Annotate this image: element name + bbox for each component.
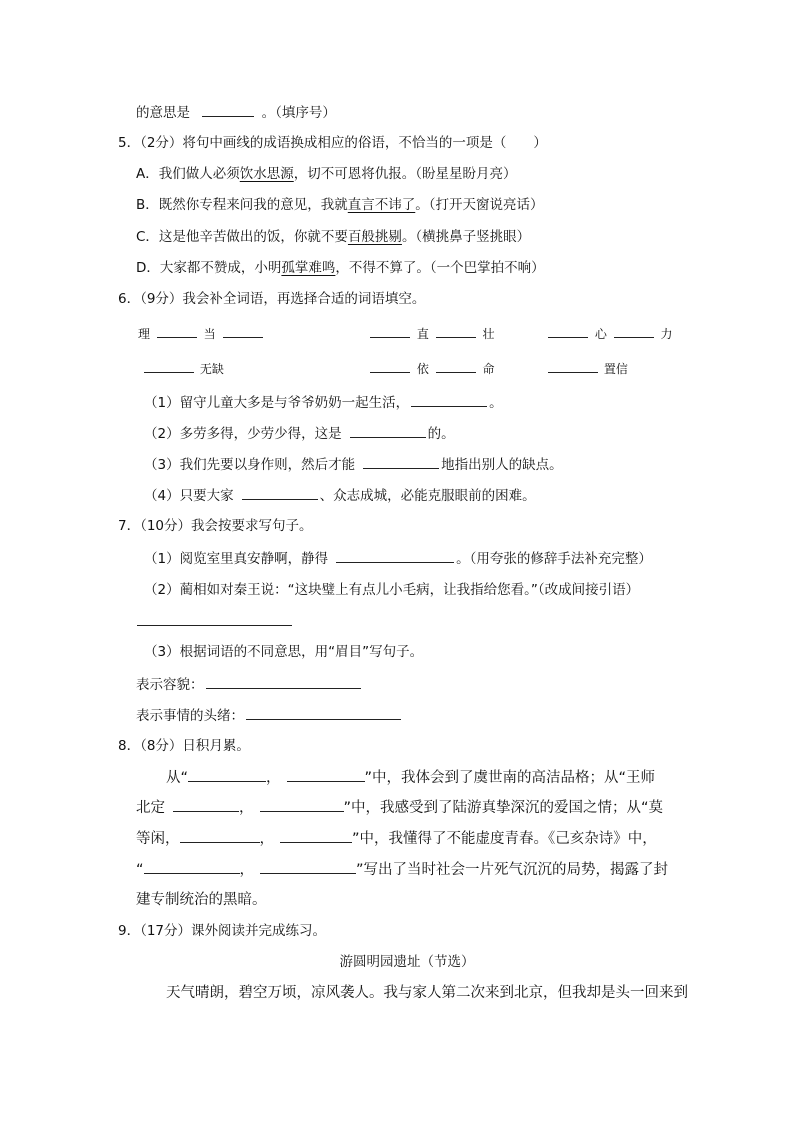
q6-i1-post: 。 bbox=[489, 395, 503, 411]
q6-word-3 bbox=[548, 323, 673, 344]
q9-passage-title: 游圆明园遗址（节选） bbox=[339, 954, 475, 970]
q6-w2-char2: 壮 bbox=[482, 327, 495, 341]
q5-b-idiom: 直言不讳了 bbox=[347, 197, 416, 213]
q9-stem: 9．（17分）课外阅读并完成练习。 bbox=[118, 923, 327, 939]
q6-i3-pre: （3）我们先要以身作则，然后才能 bbox=[144, 457, 356, 473]
q6-item-1 bbox=[144, 392, 503, 413]
q6-w4-blank[interactable] bbox=[144, 358, 194, 373]
q5-c-post: 。（横挑鼻子竖挑眼） bbox=[401, 229, 531, 245]
q6-w4-chars: 无缺 bbox=[199, 362, 224, 376]
q7-appearance-label: 表示容貌： bbox=[136, 677, 204, 693]
q7-stem: 7．（10分）我会按要求写句子。 bbox=[118, 518, 313, 534]
q4-answer-line bbox=[136, 102, 336, 123]
q5-option-d[interactable] bbox=[136, 258, 545, 278]
q6-i4-pre: （4）只要大家 bbox=[144, 488, 234, 504]
q4-suffix: 。（填序号） bbox=[261, 105, 336, 121]
q5-d-pre: D．大家都不赞成，小明 bbox=[136, 260, 282, 276]
q8-blank-1[interactable] bbox=[188, 767, 266, 782]
q6-w3-char1: 心 bbox=[594, 327, 607, 341]
q8-stem: 8．（8分）日积月累。 bbox=[118, 738, 250, 754]
q6-i4-post: 、众志成城，必能克服眼前的困难。 bbox=[319, 488, 536, 504]
q7-item-2: （2）蔺相如对秦王说：“这块璧上有点儿小毛病，让我指给您看。”（改成间接引语） bbox=[144, 582, 640, 598]
q7-appearance-blank[interactable] bbox=[206, 674, 361, 689]
q8-l2-b: ， bbox=[239, 800, 254, 816]
q7-clue-blank[interactable] bbox=[246, 705, 401, 720]
q5-stem: 5．（2分）将句中画线的成语换成相应的俗语，不恰当的一项是（ ） bbox=[118, 135, 547, 151]
q7-i1-blank[interactable] bbox=[336, 548, 454, 563]
q7-item-1 bbox=[144, 548, 652, 569]
q6-w1-blank2[interactable] bbox=[223, 323, 263, 338]
q4-prefix: 的意思是 bbox=[136, 105, 190, 121]
q6-w5-char1: 依 bbox=[416, 362, 429, 376]
q6-stem: 6．（9分）我会补全词语，再选择合适的词语填空。 bbox=[118, 291, 426, 307]
q8-l4-b: ， bbox=[239, 862, 255, 878]
q5-a-pre: A．我们做人必须 bbox=[136, 166, 240, 182]
q6-word-5 bbox=[370, 358, 495, 379]
q8-l1-a: 从“ bbox=[166, 770, 189, 786]
q7-i1-post: 。（用夸张的修辞手法补充完整） bbox=[456, 551, 652, 567]
q7-i1-pre: （1）阅览室里真安静啊，静得 bbox=[144, 551, 329, 567]
q6-w3-blank1[interactable] bbox=[548, 323, 588, 338]
q7-item-3: （3）根据词语的不同意思，用“眉目”写句子。 bbox=[144, 644, 424, 660]
q7-clue-label: 表示事情的头绪： bbox=[136, 708, 244, 724]
q6-w5-char2: 命 bbox=[482, 362, 495, 376]
q8-l3-c: ”中，我懂得了不能虚度青春。《己亥杂诗》中， bbox=[352, 831, 657, 847]
q5-d-post: ，不得不算了。（一个巴掌拍不响） bbox=[335, 260, 545, 276]
q8-para-line-4 bbox=[136, 859, 668, 880]
q6-w6-chars: 置信 bbox=[603, 362, 628, 376]
q6-word-2 bbox=[370, 323, 495, 344]
q6-w1-char2: 当 bbox=[203, 327, 216, 341]
q7-i2-answer-line[interactable] bbox=[137, 625, 292, 626]
q6-w2-blank2[interactable] bbox=[436, 323, 476, 338]
q7-clue-line bbox=[136, 705, 401, 726]
q6-i3-post: 地指出别人的缺点。 bbox=[441, 457, 563, 473]
q8-l3-b: ， bbox=[259, 831, 274, 847]
q8-blank-3[interactable] bbox=[173, 797, 239, 812]
q8-para-line-5: 建专制统治的黑暗。 bbox=[136, 892, 267, 908]
q6-w5-blank1[interactable] bbox=[370, 358, 410, 373]
q6-i2-blank[interactable] bbox=[350, 423, 426, 438]
q8-l4-c: ”写出了当时社会一片死气沉沉的局势，揭露了封 bbox=[356, 862, 669, 878]
q5-c-pre: C．这是他辛苦做出的饭，你就不要 bbox=[136, 229, 348, 245]
q8-para-line-3 bbox=[136, 828, 657, 849]
q6-word-6 bbox=[548, 358, 628, 379]
q6-word-4 bbox=[144, 358, 224, 379]
q4-blank[interactable] bbox=[202, 102, 254, 117]
q6-w5-blank2[interactable] bbox=[436, 358, 476, 373]
q8-blank-6[interactable] bbox=[280, 828, 352, 843]
q6-item-4 bbox=[144, 485, 536, 506]
q6-w1-blank1[interactable] bbox=[157, 323, 197, 338]
q8-l1-b: ， bbox=[266, 770, 281, 786]
q8-para-line-1 bbox=[166, 767, 655, 788]
q8-para-line-2 bbox=[136, 797, 663, 818]
q5-b-pre: B．既然你专程来问我的意见，我就 bbox=[136, 197, 348, 213]
q8-blank-5[interactable] bbox=[180, 828, 260, 843]
q6-i1-pre: （1）留守儿童大多是与爷爷奶奶一起生活， bbox=[144, 395, 410, 411]
q6-item-3 bbox=[144, 454, 563, 475]
q5-a-idiom: 饮水思源 bbox=[239, 166, 294, 182]
q8-blank-7[interactable] bbox=[144, 859, 240, 874]
q5-option-c[interactable] bbox=[136, 227, 530, 247]
q8-blank-4[interactable] bbox=[260, 797, 344, 812]
q6-w1-char1: 理 bbox=[138, 327, 151, 341]
q6-i4-blank[interactable] bbox=[242, 485, 318, 500]
q8-l2-c: ”中，我感受到了陆游真挚深沉的爱国之情；从“莫 bbox=[343, 800, 664, 816]
q6-w3-char2: 力 bbox=[660, 327, 673, 341]
q6-w3-blank2[interactable] bbox=[614, 323, 654, 338]
q8-l4-a: “ bbox=[136, 862, 144, 878]
q6-i2-post: 的。 bbox=[427, 426, 455, 442]
q9-passage-para-1: 天气晴朗，碧空万顷，凉风袭人。我与家人第二次来到北京，但我却是头一回来到 bbox=[166, 985, 688, 1001]
q6-item-2 bbox=[144, 423, 455, 444]
q8-blank-2[interactable] bbox=[287, 767, 365, 782]
q6-i1-blank[interactable] bbox=[411, 392, 487, 407]
q5-option-b[interactable] bbox=[136, 195, 544, 215]
q7-appearance-line bbox=[136, 674, 361, 695]
q5-b-post: 。（打开天窗说亮话） bbox=[415, 197, 544, 213]
q6-w6-blank[interactable] bbox=[548, 358, 598, 373]
q8-l2-a: 北定 bbox=[136, 800, 165, 816]
q6-w2-char1: 直 bbox=[416, 327, 429, 341]
q6-i2-pre: （2）多劳多得，少劳少得，这是 bbox=[144, 426, 342, 442]
q5-d-idiom: 孤掌难鸣 bbox=[281, 260, 336, 276]
q8-blank-8[interactable] bbox=[260, 859, 356, 874]
q8-l3-a: 等闲， bbox=[136, 831, 180, 847]
q5-c-idiom: 百般挑剔 bbox=[347, 229, 402, 245]
q5-a-post: ，切不可恩将仇报。（盼星星盼月亮） bbox=[293, 166, 517, 182]
q6-word-1 bbox=[138, 323, 266, 344]
q6-w2-blank1[interactable] bbox=[370, 323, 410, 338]
q6-i3-blank[interactable] bbox=[363, 454, 439, 469]
q8-l1-c: ”中，我体会到了虞世南的高洁品格；从“王师 bbox=[364, 770, 656, 786]
q5-option-a[interactable] bbox=[136, 164, 517, 184]
